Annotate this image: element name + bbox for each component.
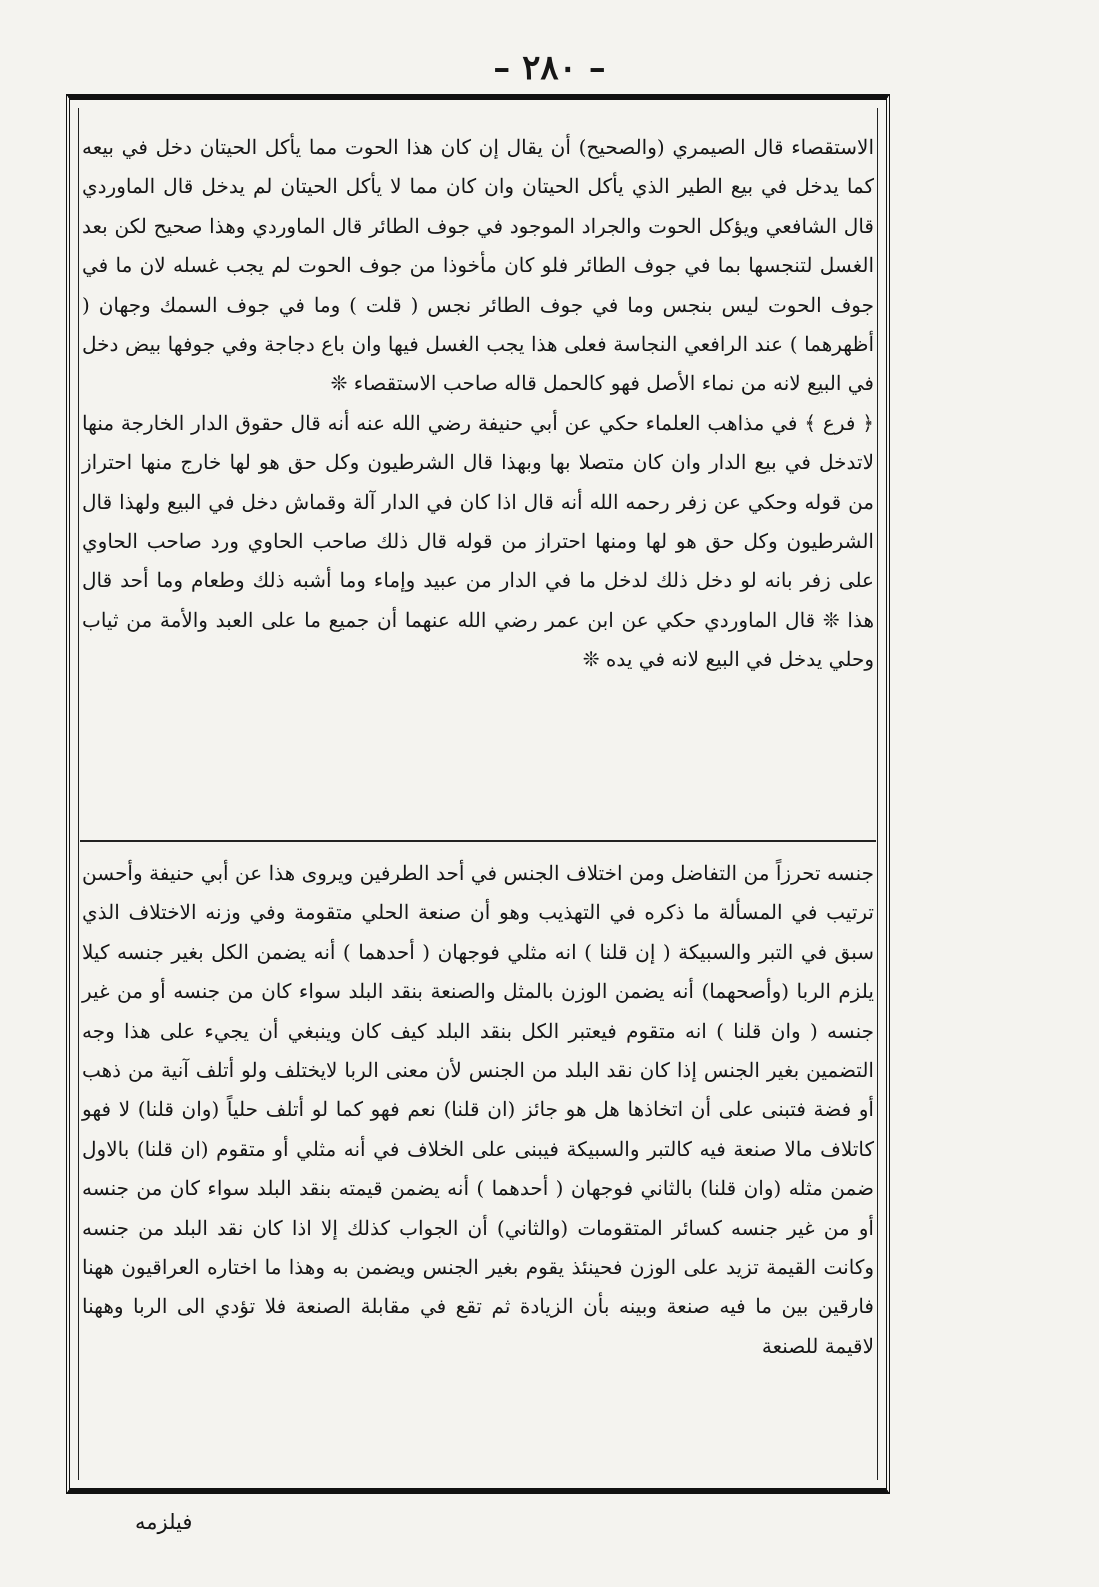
main-text-paragraph-2: ﴿ فرع ﴾ في مذاهب العلماء حكي عن أبي حنيفة رضي الله عنه أنه قال حقوق الدار الخارجة منها لاتدخل في بيع الدار وان كان متصلا بها وبهذا قال الشرطيون وكل حق هو لها خارج منها احتراز من قوله وحكي عن زفر رحمه الله أنه قال اذا كان في الدار آلة وقماش دخل في البيع ولهذا قال الشرطيون وكل حق هو لها ومنها احتراز من قوله قال ذلك صاحب الحاوي ورد صاحب الحاوي على زفر بانه لو دخل ذلك لدخل ما في الدار من عبيد وإماء وما أشبه ذلك وطعام وما أحد قال هذا ❊ قال الماوردي حكي عن ابن عمر رضي الله عنهما أن جميع ما على العبد والأمة من ثياب وحلي يدخل في البيع لانه في يده ❊ xyxy=(82,410,875,672)
commentary-text xyxy=(82,854,874,1366)
section-divider xyxy=(80,840,876,842)
text-frame xyxy=(66,94,890,1494)
page-number: – ٢٨٠ – xyxy=(493,48,606,88)
main-text xyxy=(82,128,874,680)
commentary-paragraph-1: جنسه تحرزاً من التفاضل ومن اختلاف الجنس في أحد الطرفين ويروى هذا عن أبي حنيفة وأحسن ترتيب في المسألة ما ذكره في التهذيب وهو أن صنعة الحلي متقومة وفي وزنه الاختلاف الذي سبق في التبر والسبيكة ( إن قلنا ) انه مثلي فوجهان ( أحدهما ) أنه يضمن الكل بغير جنسه كيلا يلزم الربا (وأصحهما) أنه يضمن الوزن بالمثل والصنعة بنقد البلد سواء كان من جنسه أو من غير جنسه ( وان قلنا ) انه متقوم فيعتبر الكل بنقد البلد كيف كان وينبغي أن يجيء على هذا وجه التضمين بغير الجنس إذا كان نقد البلد من الجنس لأن معنى الربا لايختلف ولو أتلف آنية من ذهب أو فضة فتبنى على أن اتخاذها هل هو جائز (ان قلنا) نعم فهو كما لو أتلف حلياً (وان قلنا) لا فهو كاتلاف مالا صنعة فيه كالتبر والسبيكة فيبنى على الخلاف في أنه مثلي أو متقوم (ان قلنا) بالاول ضمن مثله (وان قلنا) بالثاني فوجهان ( أحدهما ) أنه يضمن قيمته بنقد البلد سواء كان من جنسه أو من غير جنسه كسائر المتقومات (والثاني) أن الجواب كذلك إلا اذا كان نقد البلد من جنسه وكانت القيمة تزيد على الوزن فحينئذ يقوم بغير الجنس ويضمن به وهذا ما اختاره العراقيون ههنا فارقين بين ما فيه صنعة وبينه بأن الزيادة ثم تقع في مقابلة الصنعة فلا تؤدي الى الربا وههنا لاقيمة للصنعة xyxy=(82,861,874,1358)
main-text-paragraph-1: الاستقصاء قال الصيمري (والصحيح) أن يقال إن كان هذا الحوت مما يأكل الحيتان دخل في بيعه كما يدخل في بيع الطير الذي يأكل الحيتان وان كان مما لا يأكل الحيتان لم يدخل قال الماوردي قال الشافعي ويؤكل الحوت والجراد الموجود في جوف الطائر قال الماوردي وهذا صحيح لكن بعد الغسل لتنجسها بما في جوف الطائر فلو كان مأخوذا من جوف الحوت لم يجب غسله لان ما في جوف الحوت ليس بنجس وما في جوف الطائر نجس ( قلت ) وما في جوف السمك وجهان ( أظهرهما ) عند الرافعي النجاسة فعلى هذا يجب الغسل فيها وان باع دجاجة وفي جوفها بيض دخل في البيع لانه من نماء الأصل فهو كالحمل قاله صاحب الاستقصاء ❊ xyxy=(82,135,874,396)
catchword: فيلزمه xyxy=(135,1510,193,1534)
